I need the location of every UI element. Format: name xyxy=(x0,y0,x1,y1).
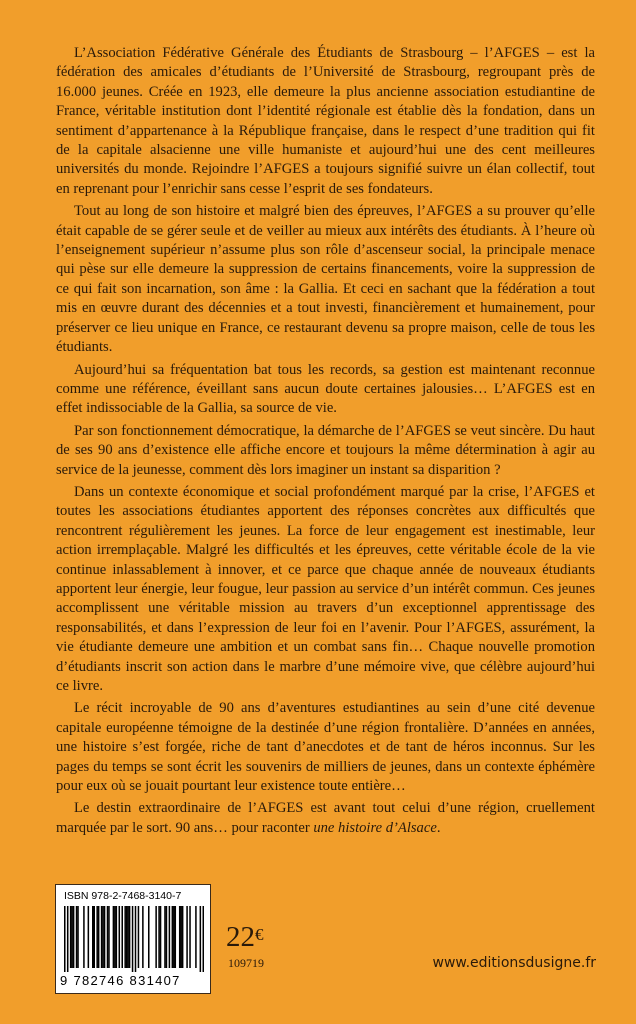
barcode-bar xyxy=(127,906,129,968)
price-value: 22 xyxy=(226,921,255,953)
barcode-bar xyxy=(148,906,150,968)
barcode-bar xyxy=(116,906,118,968)
barcode-bar xyxy=(113,906,115,968)
barcode-bar xyxy=(175,906,177,968)
barcode-bar xyxy=(67,906,69,972)
barcode-bar xyxy=(71,906,73,968)
publisher-website: www.editionsdusigne.fr xyxy=(432,955,596,971)
barcode-bar xyxy=(92,906,94,968)
barcode-bar xyxy=(119,906,121,968)
barcode-bar xyxy=(88,906,90,968)
barcode-bar xyxy=(182,906,184,968)
paragraph-1: L’Association Fédérative Générale des Étudiants de Strasbourg – l’AFGES – est la fédération des amicales d’étudiants de l’Université de Strasbourg, regroupant près de 16.000 jeunes. Créée en 1923, elle demeure la plus ancienne association estudiantine de France, véritable institution dont l’identité régionale est établie dès la fondation, dans un sentiment d’appartenance à la République française, dans le respect d’une tradition qui fit de la capitale alsacienne une ville humaniste et aujourd’hui une des cent meilleures universités du monde. Rejoindre l’AFGES a toujours signifié suivre un élan collectif, tout en reprenant pour l’enrichir sans cesse l’esprit de ses fondateurs. xyxy=(56,45,595,197)
barcode-bar xyxy=(83,906,85,968)
barcode-bar xyxy=(77,906,79,968)
barcode-bar xyxy=(132,906,134,972)
barcode-image xyxy=(64,906,204,972)
barcode-bar xyxy=(179,906,181,968)
reference-code: 109719 xyxy=(228,956,264,970)
barcode-bar xyxy=(70,906,72,968)
barcode-bar xyxy=(169,906,171,968)
barcode-bar xyxy=(114,906,116,968)
paragraph-7 xyxy=(56,799,595,838)
barcode-bar xyxy=(64,906,66,972)
barcode-bar xyxy=(160,906,162,968)
paragraph-7-lead: Le destin extraordinaire de l’AFGES est avant tout celui d’une région, cruellement marquée par le sort. 90 ans… pour raconter xyxy=(56,800,595,836)
barcode-bar xyxy=(166,906,168,968)
barcode-bar xyxy=(104,906,106,968)
barcode-bar xyxy=(142,906,144,968)
barcode-bar xyxy=(76,906,78,968)
barcode-bar xyxy=(73,906,75,968)
barcode-bar xyxy=(98,906,100,968)
barcode-bar xyxy=(180,906,182,968)
barcode-bar xyxy=(172,906,174,968)
paragraph-7-tail: . xyxy=(436,819,441,836)
barcode-bar xyxy=(189,906,191,968)
paragraph-3: Aujourd’hui sa fréquentation bat tous les records, sa gestion est maintenant reconnue comme une référence, éveillant sans aucun doute certaines jalousies… L’AFGES est en effet indissociable de la Gallia, sa source de vie. xyxy=(56,361,595,417)
barcode-bar xyxy=(108,906,110,968)
barcode-bar xyxy=(158,906,160,968)
barcode-bar xyxy=(102,906,104,968)
barcode-bar xyxy=(124,906,126,968)
barcode-bar xyxy=(155,906,157,968)
barcode-bar xyxy=(135,906,137,972)
paragraph-6: Le récit incroyable de 90 ans d’aventures estudiantines au sein d’une cité devenue capitale européenne témoigne de la destinée d’une région frontalière. D’années en années, une histoire s’est forgée, riche de tant d’anecdotes et de tant de héros inconnus. Sur les pages du temps se sont écrit les souvenirs de milliers de jeunes, dans un contexte éphémère pour eux où se jouait pourtant leur existence toute entière… xyxy=(56,700,595,795)
price xyxy=(226,921,264,954)
barcode-bar xyxy=(164,906,166,968)
barcode-bar xyxy=(96,906,98,968)
paragraph-4: Par son fonctionnement démocratique, la démarche de l’AFGES se veut sincère. Du haut de ses 90 ans d’existence elle affiche encore et toujours la même détermination à agir au service de la jeunesse, comment dès lors imaginer un instant sa disparition ? xyxy=(56,422,595,478)
barcode-digits: 9 782746 831407 xyxy=(60,973,181,988)
isbn-label: ISBN 978-2-7468-3140-7 xyxy=(64,890,182,902)
barcode-bar xyxy=(107,906,109,968)
barcode-bar xyxy=(138,906,140,968)
barcode-bar xyxy=(93,906,95,968)
book-subtitle-italic: une histoire d’Alsace xyxy=(313,819,437,836)
paragraph-5: Dans un contexte économique et social profondément marqué par la crise, l’AFGES et toutes les associations étudiantes apportent des réponses concrètes aux difficultés que rencontrent régulièrement les jeunes. La force de leur engagement est inestimable, leur action irremplaçable. Malgré les difficultés et les épreuves, cette véritable école de la vie continue inlassablement à innover, et ce parce que chaque année de nouveaux étudiants apportent leur énergie, leur fougue, leur passion au service d’un intérêt commun. Ces jeunes accomplissent une véritable mission au travers d’un exceptionnel apprentissage des responsabilités, et dans l’expression de leur foi en l’avenir. Pour l’AFGES, assurément, la vie étudiante demeure une ambition et un combat sans fin… Chaque nouvelle promotion d’étudiants inscrit son action dans le marbre d’une mémoire vive, que célèbre aujourd’hui ce livre. xyxy=(56,483,595,694)
isbn-barcode-box xyxy=(55,884,211,994)
barcode-bar xyxy=(203,906,204,972)
barcode-bar xyxy=(186,906,188,968)
barcode-bar xyxy=(126,906,128,968)
barcode-bar xyxy=(129,906,131,968)
barcode-bar xyxy=(101,906,103,968)
paragraph-2: Tout au long de son histoire et malgré bien des épreuves, l’AFGES a su prouver qu’elle était capable de se gérer seule et de veiller au mieux aux intérêts des étudiants. À l’heure où l’enseignement supérieur n’assume plus son rôle d’ascenseur social, la principale menace qui pèse sur elle demeure la suppression de certains financements, voire la suppression de ce qui fait son incarnation, son âme : la Gallia. Et ceci en sachant que la fédération a tout mis en œuvre durant des décennies et a tout investi, financièrement et humainement, pour préserver ce lieu unique en France, ce restaurant devenu sa propre maison, celle de tous les étudiants. xyxy=(56,203,595,356)
barcode-bar xyxy=(121,906,123,968)
barcode-bar xyxy=(173,906,175,968)
barcode-bar xyxy=(200,906,202,972)
price-currency: € xyxy=(255,925,264,944)
back-cover-text xyxy=(56,44,595,841)
barcode-bar xyxy=(195,906,197,968)
